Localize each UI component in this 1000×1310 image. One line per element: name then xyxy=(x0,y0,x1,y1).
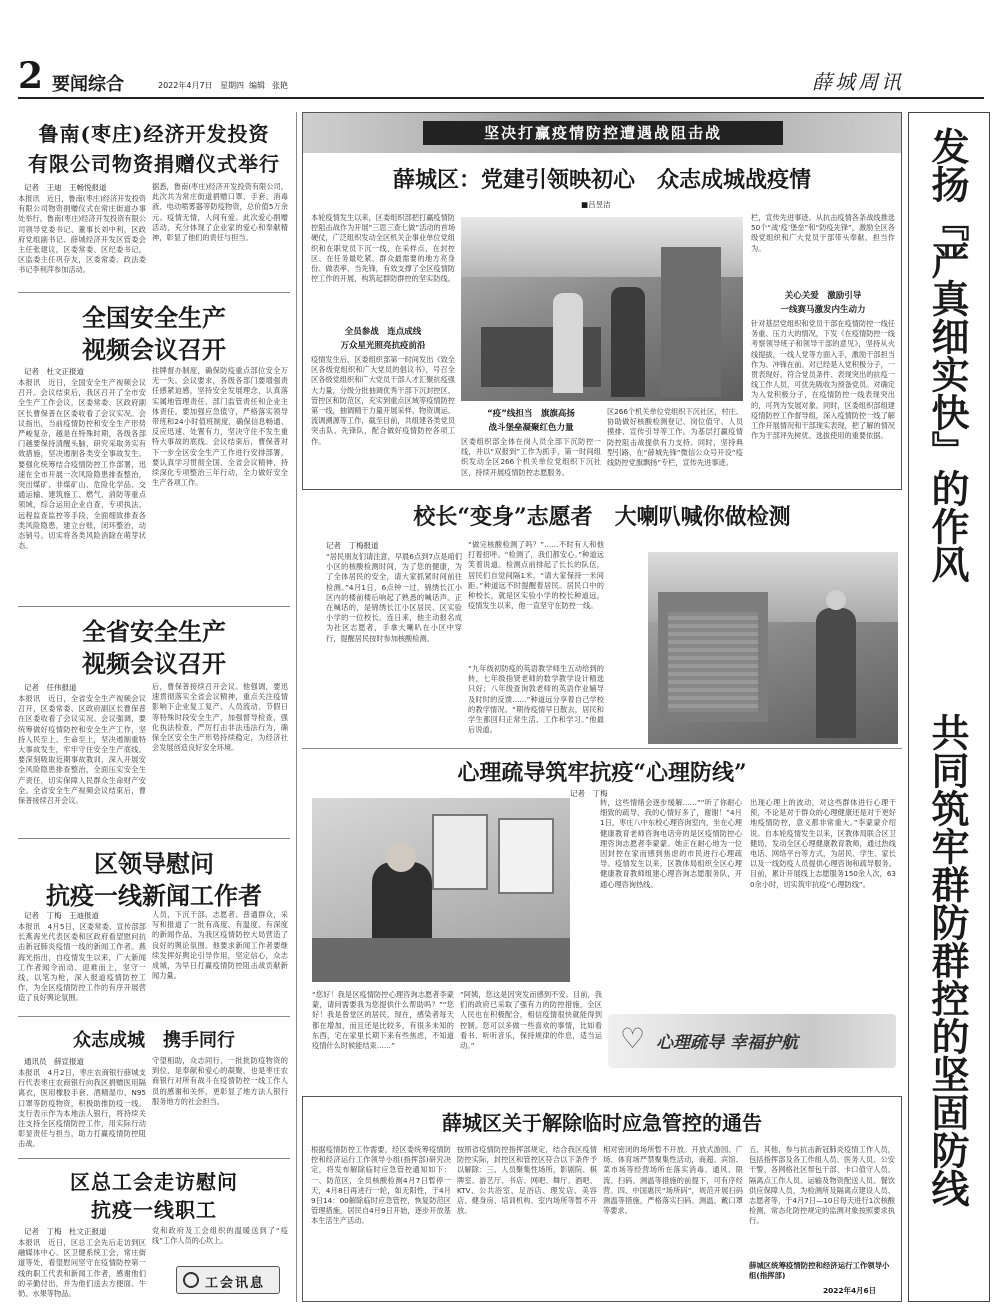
article-title-line1: 区领导慰问 xyxy=(94,849,214,878)
article-byline: 记者 任伟报道 xyxy=(24,683,77,692)
feature-mid-text: 区266个机关单位党组织下沉社区，村庄、协助做好核酸检测登记、岗位值守、人员摸排、宣传引导等工作。为基层打赢疫情防控阻击战提供有力支持。同时，坚持典型引路，在“薛城先锋”微信公众号开设“疫线防控党旗飘扬”专栏，宣传先进事迹。 xyxy=(607,407,743,468)
article-body-col1: 本报讯 近日，全省安全生产视频会议召开，区委常委、区政府副区长曹保普在区委收看了会议实况。会议强调，要统筹做好疫情防控和安全生产工作，坚持人民至上、生命至上，坚决遏制重特大事故发生，牢牢守住安全生产底线。要深刻吸取近期事故教训，深入开展安全风险隐患排查整治，全面压实安全生产责任，切实保障人民群众生命财产安全。全省安全生产视频会议结束后，曹保普接续召开会议。 xyxy=(18,694,146,806)
editor-label: 编辑 xyxy=(249,81,265,90)
article-body-col2: 出现心理上的波动，对这些群体进行心理干预，不论是对于群众的心理健康还是对于更好地疫情防控，意义都非常重大。”李蒙蒙介绍说。自本轮疫情发生以来，区教体局联合区卫健局，发动全区心理健康教育教师，通过热线电话、网络平台等方式，为居民、学生、家长以及一线防疫人员提供心理咨询和疏导服务。目前，累计开展线上志愿服务150余人次，630余小时，切实筑牢抗疫“心理防线”。 xyxy=(750,798,896,889)
article-title-line2: 视频会议召开 xyxy=(82,335,226,364)
notice-box xyxy=(302,1096,902,1302)
article-principal xyxy=(302,494,902,746)
article-headline: 校长“变身”志愿者 大喇叭喊你做检测 xyxy=(413,504,791,530)
article-body-col1: 本报讯 4月2日，枣庄农商银行薛城支行代表枣庄农商银行向我区捐赠医用隔离衣，医用橡胶手套、酒精湿巾、N95口罩等防疫物资，积极助推防疫一线。支行表示作为本地法人银行，将持续关注支持全区疫情防控工作，用实际行动彰显责任与担当，助力打赢疫情防控阻击战。 xyxy=(18,1068,146,1149)
feature-right-text1: 栏，宣传先进事迹。从抗击疫情各条战线推选50个“战‘疫’堡垒”和“防疫先锋”，激励全区各级党组织和广大党员干部带头奉献、担当作为。 xyxy=(751,213,895,253)
divider xyxy=(18,1158,290,1159)
masthead xyxy=(0,0,1000,112)
article-byline: 通讯员 薛宣报道 xyxy=(24,1057,84,1066)
article-journalists xyxy=(18,842,290,1014)
psych-banner xyxy=(608,1014,896,1068)
issue-date: 2022年4月7日 xyxy=(158,81,213,90)
notice-sign-date: 2022年4月6日 xyxy=(823,1286,877,1295)
section-name: 要闻综合 xyxy=(52,74,124,95)
article-byline: 记者 丁梅报道 xyxy=(326,541,379,550)
article-byline: 记者 丁梅 xyxy=(570,789,608,798)
article-quote-left: “您好！我是区疫情防控心理咨询志愿者李蒙蒙，请问需要我为您提供什么帮助吗？”“您好！我是曾堂区的居民，现在，感染者每天都在增加，而且还是比较多，有很多未知的东西，宅在家里长期下来有些焦虑，不知道疫情什么时候能结束……” xyxy=(312,990,454,1051)
editor-name: 张艳 xyxy=(272,81,288,90)
masthead-rule xyxy=(18,97,984,99)
notice-col1: 根据疫情防控工作需要，经区委统筹疫情防控和经济运行工作领导小组(指挥部)研究决定，将发布解除临时应急管控通知如下：一、防范区，全员核酸检测4月7日暂停一天，4月8日再进行一轮，如无阳性，于4月9日14：00解除临时应急管控，恢复防范区管理措施，居民自4月9日开始，逐步开放基本生活生产活动。 xyxy=(311,1145,451,1226)
feature-caption-text: 区委组织部全体在岗人员全部下沉防控一线，并以“双报到”工作为抓手，第一时间组织发动全区266个机关单位党组织下沉社区，持续开展疫情防控志愿服务。 xyxy=(461,437,601,477)
article-body-col1: “居民朋友们请注意，早晨6点到7点是咱们小区的核酸检测时间，为了您的健康，为了全体居民的安全，请大家抓紧时间前往检测。”4月1日，6点钟一过，锦绣长江小区内的楼前楼后响起了熟悉的喊话声。正在喊话的，是锦绣长江小区居民、区实验小学的一位校长。连日来，他主动报名成为社区志愿者，手拿大喇叭在小区中穿行，提醒居民按时参加核酸检测。 xyxy=(326,552,462,643)
issue-weekday: 星期四 xyxy=(220,81,244,90)
feature-headline: 薛城区：党建引领映初心 众志成城战疫情 xyxy=(392,167,811,193)
article-body-col3: “九年级初防疫的英语教学师生五动给到的转，七年级指贤老师的数学教学设计精选只好；八年级查询敦老师的英语作业辅导及时时的反馈……”种道远分享着自己学校的教学情况。“期待疫情早日散去，居民和学生都回归正常生活、工作和学习。”他最后说道。 xyxy=(468,664,604,735)
right-banner xyxy=(908,112,990,1302)
feature-sub2-line1: 关心关爱 激励引导 xyxy=(784,291,862,301)
article-body-col2: 党和政府及工会组织的温暖送到了“疫线”工作人员的心坎上。 xyxy=(152,1226,288,1246)
union-logo-text: 工会讯息 xyxy=(205,1276,266,1291)
article-title-line2: 有限公司物资捐赠仪式举行 xyxy=(28,152,280,176)
article-body-col2: 挂牌督办制度，确保防疫重点部位安全万无一失。会议要求，各级各部门要增强责任感紧迫感，坚持安全发展理念，认真落实属地管理责任、部门监管责任和企业主体责任。要加强应急值守，严格落实领导带班和24小时值班制度，确保信息畅通、反应迅速、处置有力，坚决守住不发生重特大事故的底线。会议结束后，曹保普对下一步全区安全生产工作进行安排部署，要认真学习贯彻全国、全省会议精神，持续深化专项整治三年行动，全力做好安全生产各项工作。 xyxy=(152,366,288,488)
divider xyxy=(18,838,290,839)
heart-icon: ♡ xyxy=(620,1022,646,1055)
psych-photo xyxy=(312,798,570,982)
article-body-col2: 人员，下沉干部、志愿者、普通群众，采写和报道了一批有高度、有温度、有深度的新闻作品，为我区疫情防控大局营造了良好的舆论氛围。他要求新闻工作者要继续发挥好舆论引导作用，坚定信心，众志成城，为早日打赢疫情防控阻击战贡献新闻力量。 xyxy=(152,910,288,981)
article-byline: 记者 王迪 王畅悦报道 xyxy=(24,183,107,192)
article-body-col1: 本报讯 近日，鲁南(枣庄)经济开发投资有限公司物资捐赠仪式在常庄街道办事处举行。鲁南(枣庄)经济开发投资有限公司领导党委书记、董事长刘中利，区政府党组副书记、薛城经济开发区管委会主任张建议，区委常委、区纪委书记，区监委主任巩存友，区委常委、政法委书记李利萍参加活动。 xyxy=(18,194,146,275)
feature-box xyxy=(302,112,902,490)
psych-banner-text: 心理疏导 幸福护航 xyxy=(656,1033,798,1053)
feature-caption-line2: 战斗堡垒凝聚红色力量 xyxy=(488,423,574,433)
article-title-line1: 全省安全生产 xyxy=(82,617,226,646)
article-body-col2: “做完核酸检测了吗？”……不时有人和他打着招呼。“检测了，我们都安心。”种道远笑着说道。检测点前排起了长长的队伍，居民们自觉间隔1米，“请大家保持一米间距。”种道远不时提醒着居民。居民口中的种校长，就是区实验小学的校长种道远，疫情发生以来，他一直坚守在防控一线。 xyxy=(468,540,604,611)
feature-intro: 本轮疫情发生以来，区委组织部把打赢疫情防控阻击战作为开展“三思三查七做”活动的首场硬仗，广泛组织发动全区机关企事业单位党组织和在职党员下沉一线，在采样点、在封控区、在任务最吃紧、群众最需要的地方亮身份、做表率、当先锋，有效支撑了全区疫情防控工作的开展，构筑起群防群控的坚实防线。 xyxy=(311,213,455,284)
notice-col2: 按照省疫情防控指挥部规定，结合我区疫情防控实际，封控区和管控区符合以下条件予以解除：三、人员聚集性场所，影剧院、棋牌室、游艺厅、书店、网吧、舞厅、酒吧、KTV、公共浴室、足浴店、理发店、美容店、健身房、培训机构、室内场所等暂不开放。 xyxy=(457,1145,597,1216)
left-divider xyxy=(296,112,297,1302)
union-logo xyxy=(176,1266,280,1294)
divider xyxy=(18,1016,290,1017)
article-title-line1: 区总工会走访慰问 xyxy=(70,1170,238,1194)
article-byline: 记者 杜文正报道 xyxy=(24,367,84,376)
page-number: 2 xyxy=(18,55,44,97)
feature-right-text2: 针对基层党组织和党员干部在疫情防控一线任务重、压力大的情况，下发《在疫情防控一线考察领导班子和领导干部的意见》，坚持从火线提拔，一线人党等方面入手，激励干部担当作为、冲锋在前。对已经是入党积极分子，一贯表现好、符合党员条件、表现突出的抗疫一线工作人员，可优先吸收为预备党员。对确定为入党积极分子，在疫情防控一线表现突出的，可列为发展对象。同时，区委组织部组建疫情防控工作督导组，深入疫情防控一线了解工作开展情况和干部现实表现，把了解的情况作为干部评先树优、选拔使用的重要依据。 xyxy=(751,319,895,441)
feature-sub1-line2: 万众星光照亮抗疫前沿 xyxy=(340,341,426,351)
divider xyxy=(18,606,290,607)
feature-sub1-text: 疫情发生后，区委组织部第一时间发出《致全区各级党组织和广大党员的倡议书》，号召全区各级党组织和广大党员干部人才汇聚抗疫强大力量，分级分批抽调优秀干部下沉封控区、管控区和防范区，充实到重点区域等疫情防控第一线，抽调精干力量开展采样、物资调运、流调溯源等工作，截至目前，共组建各类党员突击队、先锋队，配合做好疫情防控各项工作。 xyxy=(311,355,455,446)
article-national-safety xyxy=(18,296,290,600)
article-union-visit xyxy=(18,1162,290,1302)
feature-banner-text: 坚决打赢疫情防控遭遇战阻击战 xyxy=(423,121,783,145)
feature-sub1-line1: 全员参战 连点成线 xyxy=(344,327,422,337)
notice-signature: 薛城区统筹疫情防控和经济运行工作领导小组(指挥部) xyxy=(749,1261,890,1280)
article-body-col1: 本报讯 近日，区总工会先后走访到区融媒体中心、区卫健系统工会，常庄街道等处，看望慰问坚守在疫情防控第一线的职工代表和新闻工作者，感谢他们的辛勤付出，并为他们送去方便面、牛奶、水果等物品。 xyxy=(18,1238,146,1299)
article-title: 众志成城 携手同行 xyxy=(73,1030,235,1051)
article-provincial-safety xyxy=(18,610,290,838)
divider xyxy=(302,748,902,749)
union-emblem-icon xyxy=(183,1272,199,1288)
feature-photo-volunteers xyxy=(461,217,743,401)
feature-caption-line1: “疫”线担当 旗旗高扬 xyxy=(487,409,575,419)
article-title-line2: 视频会议召开 xyxy=(82,649,226,678)
principal-photo xyxy=(648,552,898,744)
article-headline: 心理疏导筑牢抗疫“心理防线” xyxy=(457,760,747,786)
article-body-col2: 后，曹保普接续召开会议。他强调，要迅速贯彻落实全省会议精神，重点关注疫情影响下企业复工复产、人员流动、节假日等特殊时段安全生产，加强督导检查，强化执法检查，严厉打击非法违法行为，确保全区安全生产形势持续稳定，为经济社会发展创造良好安全环境。 xyxy=(152,682,288,753)
notice-col4: 五、其他，参与抗击新冠肺炎疫情工作人员，包括指挥部及各工作组人员、医务人员、公安干警、各网格社区帮包干部、卡口值守人员、隔离点工作人员、运输及物资配送人员、餐饮供应保障人员，为检测所及隔离点建设人员、志愿者等，于4月7日—10日每天进行1次核酸检测，常态化防控规定的监测对象按照要求执行。 xyxy=(749,1145,895,1226)
article-byline: 记者 丁梅 杜文正报道 xyxy=(24,1227,107,1236)
article-title-line1: 鲁南(枣庄)经济开发投资 xyxy=(38,122,270,146)
banner-line-1: 发扬『严真细实快』的作风 xyxy=(925,127,970,583)
article-body-col2: 守望相助，众志同行，一批批防疫物资的到位，是奉献和爱心的凝聚，也是枣庄农商银行对所有战斗在疫情防控一线工作人员的感谢和关怀，更彰显了地方法人银行服务地方的社会担当。 xyxy=(152,1056,288,1106)
article-title-line2: 抗疫一线新闻工作者 xyxy=(46,881,262,910)
notice-col3: 相对密闭的场所暂不开放。开放式游园、广场、体育场严禁聚集性活动，商超、宾馆、菜市场等经营场所在落实消毒、通风、限流、扫码、测温等措施的前提下，可有序经营。四、中国惠民“场所码”，规范开展扫码测温等措施，严格落实扫码、测温、戴口罩等要求。 xyxy=(603,1145,743,1216)
paper-name: 薛城周讯 xyxy=(812,70,904,94)
article-quote-mid: “阿姨，您这是因突发而感到不安。目前，我们的政府已采取了强有力的防控措施，全区人民也在积极配合，相信疫情很快就能得到控制。您可以多做一些喜欢的事情，比如看看书、听听音乐，保持规律的作息，适当运动。” xyxy=(460,990,602,1051)
divider xyxy=(18,292,290,293)
banner-line-2: 共同筑牢群防群控的坚固防线 xyxy=(925,713,970,1207)
article-psych xyxy=(302,752,902,1092)
feature-author: ■吕昱洁 xyxy=(581,200,611,209)
article-body-col1: 转，这些情绪会逐步缓解……”“听了你耐心细致的疏导，我的心情好多了，谢谢！”4月1日，枣庄八中东校心理咨询室内，坐在心理健康教育老师咨询电话旁的是区疫情防控心理咨询志愿者李蒙蒙。她正在耐心地为一位因封控在家而感到焦虑的市民进行心理疏导。疫情发生以来，区教体局组织全区心理健康教育教师组建心理咨询志愿服务队，开通心理咨询热线。 xyxy=(600,798,742,889)
article-title-line2: 抗疫一线职工 xyxy=(91,1198,217,1222)
article-byline: 记者 丁梅 王迪报道 xyxy=(24,911,99,920)
feature-banner xyxy=(303,113,901,153)
article-body-col1: 本报讯 近日，全国安全生产视频会议召开。会议结束后，我区召开了全市安全生产工作会议，区委常委、区政府副区长曹保普在区委收看了会议实况。会议指出，当前疫情防控和安全生产形势严峻复杂，越是在特殊时期，各级各部门越要保持清醒头脑，研究采取务实有效措施，坚决遏制各类安全事故发生。要强化统筹结合疫情防控工作部署，迅速在全市开展一次风险隐患排查整治，突出煤矿、非煤矿山、危险化学品、交通运输、建筑施工、燃气、消防等重点领域，综合运用企业自查、专项执法、远程监查监控等手段，全面细致排查各类风险隐患，建立台账，闭环整治，动态销号。切实将各类风险消除在萌芽状态。 xyxy=(18,378,146,551)
article-body-col2: 据悉，鲁南(枣庄)经济开发投资有限公司，此次共为常庄街道捐赠口罩、手套、消毒液、电动喷雾器等防疫物资，总价值5万余元。疫情无情，人间有爱。此次爱心捐赠活动，充分体现了企业家的爱心和奉献精神，彰显了他们的责任与担当。 xyxy=(152,182,288,243)
article-donation xyxy=(18,112,290,298)
article-title-line1: 全国安全生产 xyxy=(82,303,226,332)
article-bank-donation xyxy=(18,1020,290,1156)
article-body-col1: 本报讯 4月5日，区委常委、宣传部部长燕海光代表区委和区政府看望慰问抗击新冠肺炎疫情一线的新闻工作者。燕海光指出，自疫情发生以来，广大新闻工作者闻令而动、迎难而上，坚守一线，以笔为枪，深入报道疫情防控工作，为全区疫情防控工作的有序开展营造了良好舆论氛围。 xyxy=(18,922,146,1003)
feature-sub2-line2: 一线赛马激发内生动力 xyxy=(780,305,866,315)
notice-headline: 薛城区关于解除临时应急管控的通告 xyxy=(442,1111,762,1135)
